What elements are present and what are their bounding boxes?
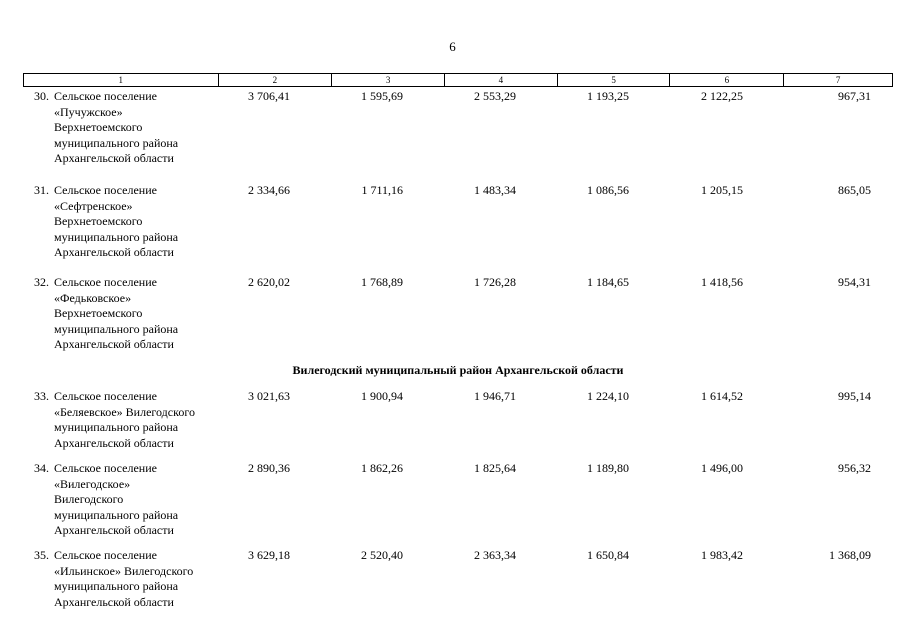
cell-col-5: 1 086,56 (587, 183, 629, 197)
row-name: Сельское поселение «Федьковское» Верхнетоемского муниципального района Архангельской области (54, 275, 179, 351)
cell-col-6: 1 418,56 (701, 275, 743, 289)
table-row (23, 548, 893, 610)
cell-col-7: 995,14 (838, 389, 871, 403)
cell-col-2: 2 620,02 (248, 275, 290, 289)
row-number: 32. (34, 275, 49, 289)
cell-col-4: 1 726,28 (474, 275, 516, 289)
cell-col-3: 1 862,26 (361, 461, 403, 475)
cell-col-2: 2 890,36 (248, 461, 290, 475)
header-col-3: 3 (332, 74, 445, 86)
table-row (23, 275, 893, 353)
cell-col-7: 954,31 (838, 275, 871, 289)
table-row (23, 89, 893, 167)
cell-col-3: 1 900,94 (361, 389, 403, 403)
row-number: 33. (34, 389, 49, 403)
cell-col-3: 1 711,16 (361, 183, 403, 197)
cell-col-4: 1 483,34 (474, 183, 516, 197)
section-title: Вилегодский муниципальный район Архангельской области (292, 363, 624, 377)
cell-col-3: 2 520,40 (361, 548, 403, 562)
row-name: Сельское поселение «Вилегодское» Вилегодского муниципального района Архангельской области (54, 461, 179, 537)
cell-col-4: 2 363,34 (474, 548, 516, 562)
header-col-1: 1 (24, 74, 219, 86)
row-name: Сельское поселение «Пучужское» Верхнетоемского муниципального района Архангельской области (54, 89, 179, 165)
row-name: Сельское поселение «Беляевское» Вилегодского муниципального района Архангельской области (54, 389, 195, 450)
cell-col-2: 2 334,66 (248, 183, 290, 197)
table-row (23, 461, 893, 539)
table-row (23, 389, 893, 451)
cell-col-7: 1 368,09 (829, 548, 871, 562)
row-number: 31. (34, 183, 49, 197)
cell-col-6: 1 983,42 (701, 548, 743, 562)
cell-col-2: 3 706,41 (248, 89, 290, 103)
cell-col-6: 1 614,52 (701, 389, 743, 403)
cell-col-7: 865,05 (838, 183, 871, 197)
header-col-5: 5 (558, 74, 671, 86)
row-number: 30. (34, 89, 49, 103)
cell-col-3: 1 768,89 (361, 275, 403, 289)
cell-col-4: 1 825,64 (474, 461, 516, 475)
cell-col-4: 1 946,71 (474, 389, 516, 403)
row-name: Сельское поселение «Ильинское» Вилегодского муниципального района Архангельской области (54, 548, 194, 609)
cell-col-4: 2 553,29 (474, 89, 516, 103)
cell-col-7: 967,31 (838, 89, 871, 103)
cell-col-6: 1 496,00 (701, 461, 743, 475)
cell-col-5: 1 189,80 (587, 461, 629, 475)
cell-col-5: 1 193,25 (587, 89, 629, 103)
cell-col-6: 1 205,15 (701, 183, 743, 197)
row-name: Сельское поселение «Сефтренское» Верхнетоемского муниципального района Архангельской области (54, 183, 179, 259)
cell-col-2: 3 021,63 (248, 389, 290, 403)
header-col-6: 6 (670, 74, 784, 86)
header-col-4: 4 (445, 74, 558, 86)
cell-col-5: 1 224,10 (587, 389, 629, 403)
row-number: 34. (34, 461, 49, 475)
header-col-7: 7 (835, 75, 841, 85)
page-number: 6 (449, 39, 456, 54)
cell-col-3: 1 595,69 (361, 89, 403, 103)
row-number: 35. (34, 548, 49, 562)
cell-col-2: 3 629,18 (248, 548, 290, 562)
cell-col-5: 1 184,65 (587, 275, 629, 289)
table-row (23, 183, 893, 261)
cell-col-7: 956,32 (838, 461, 871, 475)
cell-col-5: 1 650,84 (587, 548, 629, 562)
header-col-2: 2 (219, 74, 333, 86)
cell-col-6: 2 122,25 (701, 89, 743, 103)
table-header (23, 73, 893, 87)
